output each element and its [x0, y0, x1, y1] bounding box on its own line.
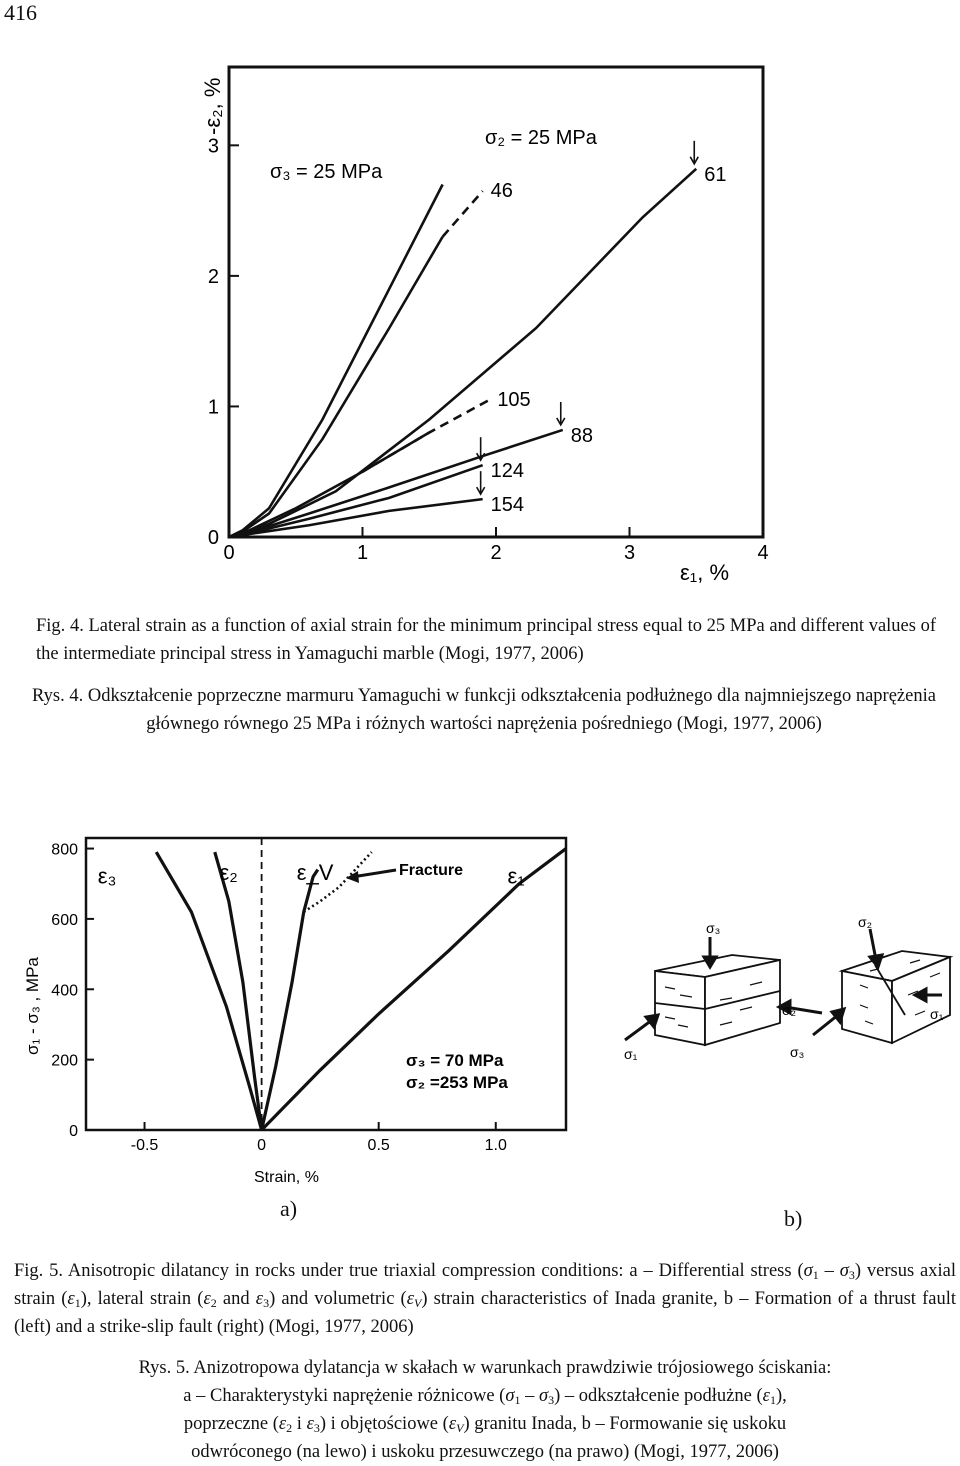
- strike-slip-sigma1-label: σ₁: [930, 1006, 944, 1022]
- page-number: 416: [4, 0, 37, 25]
- thrust-sigma1-label: σ₁: [624, 1046, 638, 1062]
- fig5-cap-pl-s3: σ: [538, 1386, 549, 1406]
- fig4-curve-unlabeled: [229, 185, 443, 538]
- fig5-cap-en-part5: ) and volumetric (: [269, 1289, 407, 1309]
- fig5-cap-pl-es1: 1: [769, 1393, 776, 1407]
- fig5-cap-pl-line1: [14, 1354, 956, 1382]
- fig5a-ytick-label: 0: [69, 1123, 78, 1140]
- fig4-curve-61: [229, 169, 696, 537]
- fig4-caption-pl: [14, 682, 954, 738]
- fig4-curve-154: [229, 499, 483, 537]
- fig5a-ytick-label: 200: [51, 1052, 78, 1070]
- fig5-label-a: a): [280, 1196, 298, 1221]
- fig5-cap-en-eps2: ε: [203, 1289, 211, 1309]
- fig4-xtick-label: 2: [490, 542, 502, 564]
- fig4-series-label-105: 105: [497, 388, 531, 411]
- fig5-cap-pl-part2: a – Charakterystyki naprężenie różnicowe (: [183, 1386, 506, 1406]
- fig5a-xtick-label: -0.5: [130, 1137, 159, 1154]
- fig4-ytick-label: 3: [207, 135, 219, 158]
- fig4-series-label-154: 154: [490, 494, 525, 517]
- fig5-cap-en-eps1: ε: [67, 1289, 75, 1309]
- fig5a-fracture-label: Fracture: [399, 862, 464, 879]
- fig5-cap-pl-es2: 2: [286, 1421, 293, 1435]
- fig5-cap-pl-part8: ) granitu Inada, b – Formowanie się uskoku: [463, 1414, 787, 1434]
- fig5a-xtick-label: 0.5: [367, 1137, 390, 1154]
- fig5a-xlabel: Strain, %: [254, 1169, 319, 1186]
- fig5-cap-en-esub3: 3: [263, 1296, 270, 1310]
- fig4-xtick-label: 4: [757, 542, 769, 564]
- fig5-cap-pl-part1: Rys. 5. Anizotropowa dylatancja w skałach w warunkach prawdziwie trójosiowego ściskania:: [138, 1358, 832, 1378]
- fig4-caption-en: [36, 612, 936, 668]
- fig5-cap-en-esubv: V: [414, 1296, 422, 1310]
- fig4-xtick-label: 0: [223, 542, 235, 564]
- fig5-cap-en-sub3: 3: [848, 1268, 855, 1282]
- fig5-cap-pl-part6: i: [292, 1414, 307, 1434]
- fig5a-sigma2-annotation: σ₂ =253 MPa: [406, 1073, 508, 1092]
- fig4-series-label-124: 124: [490, 460, 525, 483]
- fig5-cap-pl-line4: [14, 1438, 956, 1466]
- fig5a-fracture-arrow: [352, 870, 396, 877]
- fig5-cap-pl-ss3: 3: [548, 1393, 555, 1407]
- fig5a-ylabel: σ₁ - σ₃ , MPa: [23, 957, 42, 1055]
- fig5a-xtick-label: 1.0: [484, 1137, 507, 1154]
- fig4-ticks: [208, 135, 769, 564]
- fig5-cap-en-part3: ), lateral strain (: [80, 1289, 204, 1309]
- thrust-fault-block: [655, 955, 780, 1045]
- fig5-cap-en-part6: ) strain characteristics of Inada granite, b – Formation of a thrust fault (left) and a strike-slip fault (right) (Mogi, 1977, 2006): [14, 1289, 956, 1337]
- fig4-caption-pl-text: Rys. 4. Odkształcenie poprzeczne marmuru Yamaguchi w funkcji odkształcenia podłużnego dla najmniejszego naprężenia głównego równego 25 MPa i różnych wartości naprężenia pośredniego (Mogi, 1977, 2006): [32, 686, 936, 734]
- fig5-cap-pl-part9: odwróconego (na lewo) i uskoku przesuwczego (na prawo) (Mogi, 1977, 2006): [191, 1442, 779, 1462]
- fig5-cap-en-eps3: ε: [255, 1289, 264, 1309]
- fig4-sigma2-annotation: σ₂ = 25 MPa: [485, 127, 597, 149]
- fig5-cap-pl-s1: σ: [505, 1386, 515, 1406]
- fig5-cap-pl-part4: ),: [775, 1386, 787, 1406]
- fig5-cap-pl-dash: –: [520, 1386, 539, 1406]
- fig4-chart: [150, 55, 790, 595]
- fig5-cap-en-sigma3: σ: [839, 1261, 849, 1281]
- fig5-caption-pl: [14, 1354, 956, 1466]
- fig4-series-label-61: 61: [704, 163, 727, 186]
- fig5-cap-en-epsv: ε: [406, 1289, 415, 1309]
- fig5-cap-pl-line2: [14, 1382, 956, 1410]
- fig4-caption-en-text: Fig. 4. Lateral strain as a function of axial strain for the minimum principal stress equal to 25 MPa and different values of the intermediate principal stress in Yamaguchi marble (Mogi, 1977, 2006): [36, 616, 936, 664]
- fig5a-xtick-label: 0: [257, 1137, 267, 1154]
- fig5a-sigma3-annotation: σ₃ = 70 MPa: [406, 1051, 504, 1070]
- fig5-cap-en-esub1: 1: [74, 1296, 81, 1310]
- fig4-curves: [229, 141, 698, 537]
- fig4-ytick-label: 2: [207, 265, 219, 288]
- fig5a-series-label: ε₂: [219, 860, 238, 886]
- fig5-caption-en: [14, 1257, 956, 1341]
- fig4-series-label-46: 46: [490, 180, 513, 203]
- fig5a-ticks: [51, 842, 507, 1154]
- fig4-curve-dashed-46: [443, 191, 483, 237]
- fig5-cap-pl-es3: 3: [313, 1421, 320, 1435]
- fig5-cap-en-sigma1: σ: [803, 1261, 813, 1281]
- fig5-cap-pl-e1: ε: [762, 1386, 770, 1406]
- strike-slip-fault-block: [842, 951, 950, 1043]
- fig4-xlabel: ε₁, %: [680, 560, 730, 585]
- fig5-cap-en-sub1: 1: [812, 1268, 819, 1282]
- fig5-cap-pl-e3: ε: [306, 1414, 314, 1434]
- fig4-sigma3-annotation: σ₃ = 25 MPa: [270, 161, 383, 183]
- fig5-cap-pl-part3: ) – odkształcenie podłużne (: [554, 1386, 763, 1406]
- fig5-cap-pl-esv: V: [456, 1421, 464, 1435]
- fig5a-ytick-label: 600: [51, 911, 78, 929]
- fig5a-series-label: ε_V: [296, 860, 334, 886]
- fig5b-fault-blocks: [610, 905, 960, 1080]
- fig5a-chart: [14, 830, 574, 1190]
- thrust-sigma2-label: σ₂: [782, 1002, 797, 1018]
- fig5-label-b: b): [784, 1206, 803, 1231]
- fig5a-ytick-label: 400: [51, 982, 78, 1000]
- strike-slip-sigma2-label: σ₂: [858, 914, 873, 930]
- fig5a-fracture-arrowhead: [346, 871, 359, 883]
- fig4-labels: [491, 164, 727, 516]
- fig5-cap-pl-e2: ε: [278, 1414, 287, 1434]
- fig5-cap-en-part1: Fig. 5. Anisotropic dilatancy in rocks under true triaxial compression conditions: a – Differential stress (: [14, 1261, 804, 1281]
- fig4-xtick-label: 3: [623, 542, 636, 564]
- fig5a-series-label: ε₁: [507, 863, 525, 889]
- fig5-cap-pl-part5: poprzeczne (: [183, 1414, 279, 1434]
- fig5-cap-en-esub2: 2: [210, 1296, 217, 1310]
- fig5a-ytick-label: 800: [51, 841, 78, 859]
- fig5-cap-pl-ss1: 1: [514, 1393, 521, 1407]
- fig5-cap-pl-line3: [14, 1410, 956, 1438]
- fig5-cap-en-dash: –: [818, 1261, 840, 1281]
- fig4-ytick-label: 1: [207, 396, 219, 419]
- fig5-cap-pl-ev: ε: [448, 1414, 457, 1434]
- thrust-sigma3-label: σ₃: [706, 920, 721, 936]
- fig4-series-label-88: 88: [570, 424, 593, 447]
- fig5a-curve-ε₃: [156, 852, 261, 1130]
- fig4-xtick-label: 1: [356, 542, 369, 564]
- fig5-cap-pl-part7: ) i objętościowe (: [319, 1414, 449, 1434]
- fig5-cap-en-part2: ) versus axial strain (: [14, 1261, 957, 1309]
- fig5-cap-en-part4: and: [216, 1289, 256, 1309]
- strike-slip-sigma3-label: σ₃: [790, 1044, 805, 1060]
- fig4-ylabel: -ε₂, %: [200, 77, 225, 135]
- fig4-ytick-label: 0: [207, 527, 219, 549]
- fig5a-series-label: ε₃: [97, 863, 117, 889]
